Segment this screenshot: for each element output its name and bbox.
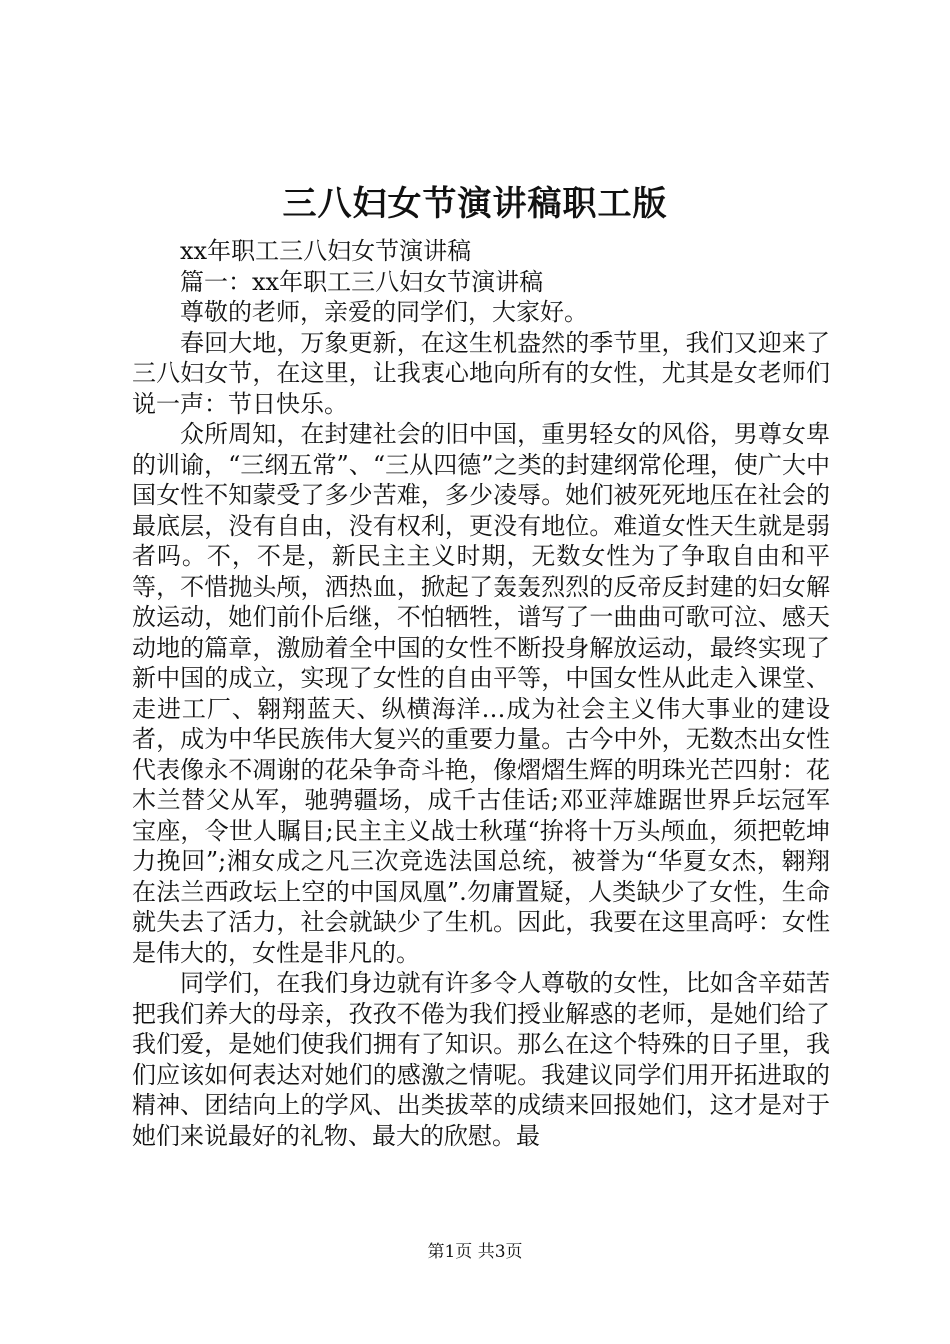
page-number-footer: 第1页 共3页 bbox=[427, 1242, 523, 1262]
paragraph-opening: 春回大地，万象更新，在这生机盎然的季节里，我们又迎来了三八妇女节，在这里，让我衷心地向所有的女性，尤其是女老师们说一声：节日快乐。 bbox=[132, 328, 830, 418]
document-body bbox=[132, 236, 830, 1151]
paragraph-history: 众所周知，在封建社会的旧中国，重男轻女的风俗，男尊女卑的训谕，“三纲五常”、“三从四德”之类的封建纲常伦理，使广大中国女性不知蒙受了多少苦难，多少凌辱。她们被死死地压在社会的最底层，没有自由，没有权利，更没有地位。难道女性天生就是弱者吗。不，不是，新民主主义时期，无数女性为了争取自由和平等，不惜抛头颅，洒热血，掀起了轰轰烈烈的反帝反封建的妇女解放运动，她们前仆后继，不怕牺牲，谱写了一曲曲可歌可泣、感天动地的篇章，激励着全中国的女性不断投身解放运动，最终实现了新中国的成立，实现了女性的自由平等，中国女性从此走入课堂、走进工厂、翱翔蓝天、纵横海洋…成为社会主义伟大事业的建设者，成为中华民族伟大复兴的重要力量。古今中外，无数杰出女性代表像永不凋谢的花朵争奇斗艳，像熠熠生辉的明珠光芒四射：花木兰替父从军，驰骋疆场，成千古佳话;邓亚萍雄踞世界乒坛冠军宝座，令世人瞩目;民主主义战士秋瑾“拚将十万头颅血，须把乾坤力挽回”;湘女成之凡三次竞选法国总统，被誉为“华夏女杰，翱翔在法兰西政坛上空的中国凤凰”.勿庸置疑，人类缺少了女性，生命就失去了活力，社会就缺少了生机。因此，我要在这里高呼：女性是伟大的，女性是非凡的。 bbox=[132, 420, 830, 967]
paragraph-greeting: 尊敬的老师，亲爱的同学们，大家好。 bbox=[180, 298, 588, 326]
paragraph-gratitude: 同学们，在我们身边就有许多令人尊敬的女性，比如含辛茹苦把我们养大的母亲，孜孜不倦为我们授业解惑的老师，是她们给了我们爱，是她们使我们拥有了知识。那么在这个特殊的日子里，我们应该如何表达对她们的感激之情呢。我建议同学们用开拓进取的精神、团结向上的学风、出类拔萃的成绩来回报她们，这才是对于她们来说最好的礼物、最大的欣慰。最 bbox=[132, 969, 830, 1150]
paragraph-subtitle: xx年职工三八妇女节演讲稿 bbox=[180, 237, 472, 265]
paragraph-chapter-heading: 篇一：xx年职工三八妇女节演讲稿 bbox=[180, 267, 544, 296]
document-title: 三八妇女节演讲稿职工版 bbox=[282, 184, 668, 224]
